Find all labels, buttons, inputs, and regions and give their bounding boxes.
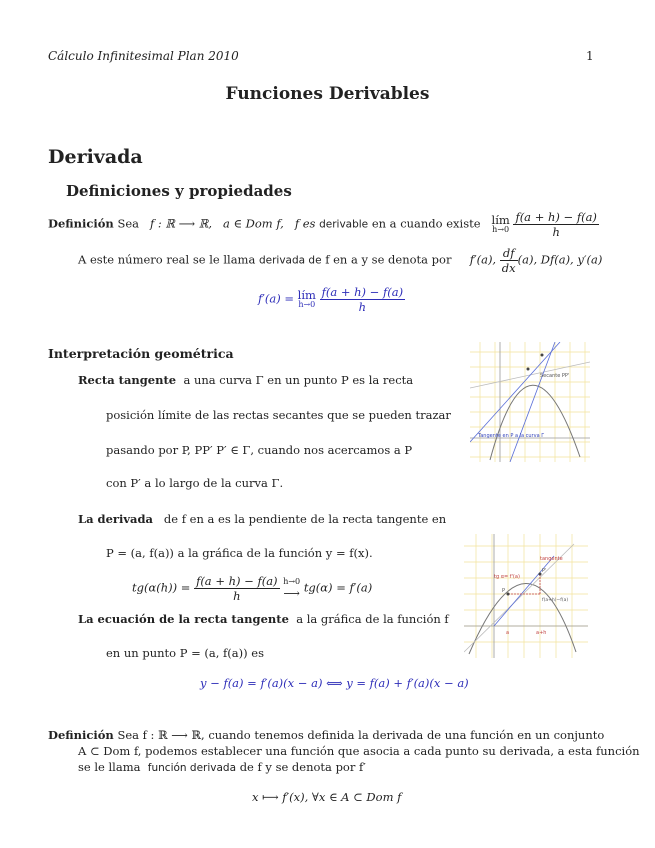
f1-lhs: f′(a) = [258,291,294,306]
def2-text-1: Sea f : ℝ ⟶ ℝ, cuando tenemos definida la derivada de una función en un conjunto [117,728,605,742]
def2-pre: se le llama [78,760,141,774]
ecuacion-line-2: en un punto P = (a, f(a)) es [106,646,264,660]
funcion-derivada-term: función derivada [147,762,237,774]
definition-label: Definición [48,216,114,231]
definition2-label: Definición [48,728,114,742]
fig2-P-label: P [502,588,506,594]
f1-limit: lím h→0 [297,288,316,310]
limit-operator: lím h→0 [491,213,510,235]
running-header: Cálculo Infinitesimal Plan 2010 [48,49,239,63]
la-derivada-label: La derivada [78,512,153,526]
definition-derivative-function-3 [78,760,366,774]
tangent-line-2: posición límite de las rectas secantes que se pueden trazar [106,408,451,422]
tg-lhs: tg(α(h)) = [132,580,191,595]
section-heading: Derivada [48,146,143,168]
notation-rest: (a), Df(a), y′(a) [517,252,603,267]
derivative-notation-line [78,246,602,275]
leibniz-fraction: $\frac{df}{dx}$ [501,246,516,275]
subsection-heading: Definiciones y propiedades [66,182,292,200]
page-title: Funciones Derivables [225,84,430,104]
interpretation-heading: Interpretación geométrica [48,346,234,361]
tangent-limit-formula [132,574,372,603]
fig2-ah-label: a+h [536,630,547,636]
definition-derivable [48,210,599,239]
def-es: f es [294,216,316,231]
fig2-tg-label: tg α= f'(a) [494,574,520,580]
derivada-text-1: de f en a es la pendiente de la recta tangente en [163,512,447,526]
fig2-Pp-label: P' [542,568,547,574]
fig2-fa-label: f(a+h)−f(a) [542,598,569,603]
difference-quotient: $\frac{f(a + h) - f(a)}{h}$ [515,210,597,239]
nr-mid: f en a y se denota por [325,252,452,267]
page-number: 1 [586,49,594,63]
def-rest: en a cuando existe [371,216,481,231]
tangent-line-4: con P′ a lo largo de la curva Γ. [106,476,284,490]
tg-rhs: tg(α) = f′(a) [303,580,373,595]
derivada-line-2: P = (a, f(a)) a la gráfica de la función y = f(x). [106,546,373,560]
definition-derivative-function-2: A ⊂ Dom f, podemos establecer una función que asocia a cada punto su derivada, a esta función [78,744,640,758]
def2-post: de f y se denota por f′ [239,760,366,774]
tg-quotient: $\frac{f(a + h) - f(a)}{h}$ [196,574,278,603]
derivative-function-mapping: x ⟼ f′(x), ∀x ∈ A ⊂ Dom f [252,790,402,804]
derivable-term: derivable [319,218,369,231]
def-map: f : ℝ ⟶ ℝ, [149,216,212,231]
fig2-tangente-label: tangente [540,556,563,562]
ecuacion-label: La ecuación de la recta tangente [78,612,289,626]
definition-derivative-function-1 [48,728,604,742]
tangent-line-3: pasando por P, PP′ P′ ∈ Γ, cuando nos acercamos a P [106,443,413,457]
ecuacion-line-1 [78,612,449,626]
notation-fprime: f′(a), [469,252,497,267]
fig2-a-label: a [506,630,510,636]
tangent-line-1 [78,373,413,387]
ecuacion-text-1: a la gráfica de la función f [296,612,449,626]
derivative-definition-formula [258,285,405,314]
derivada-term: derivada de [258,254,322,267]
def-dom: a ∈ Dom f, [222,216,284,231]
derivada-line-1 [78,512,446,526]
tg-arrow: h→0 ⟶ [283,577,301,600]
fig1-secante-label: Secante PP' [540,373,570,379]
tangent-equation-formula: y − f(a) = f′(a)(x − a) ⟺ y = f(a) + f′(a)(x − a) [200,676,469,690]
secant-tangent-figure [470,342,590,462]
def-sea: Sea [117,216,139,231]
f1-quotient: $\frac{f(a + h) - f(a)}{h}$ [321,285,404,314]
nr-text: A este número real se le llama [78,252,256,267]
recta-tangente-label: Recta tangente [78,373,177,387]
fig1-tangente-label: Tangente en P a la curva Γ [478,433,545,439]
tangent-text-1: a una curva Γ en un punto P es la recta [183,373,414,387]
tangent-slope-figure [464,534,588,658]
